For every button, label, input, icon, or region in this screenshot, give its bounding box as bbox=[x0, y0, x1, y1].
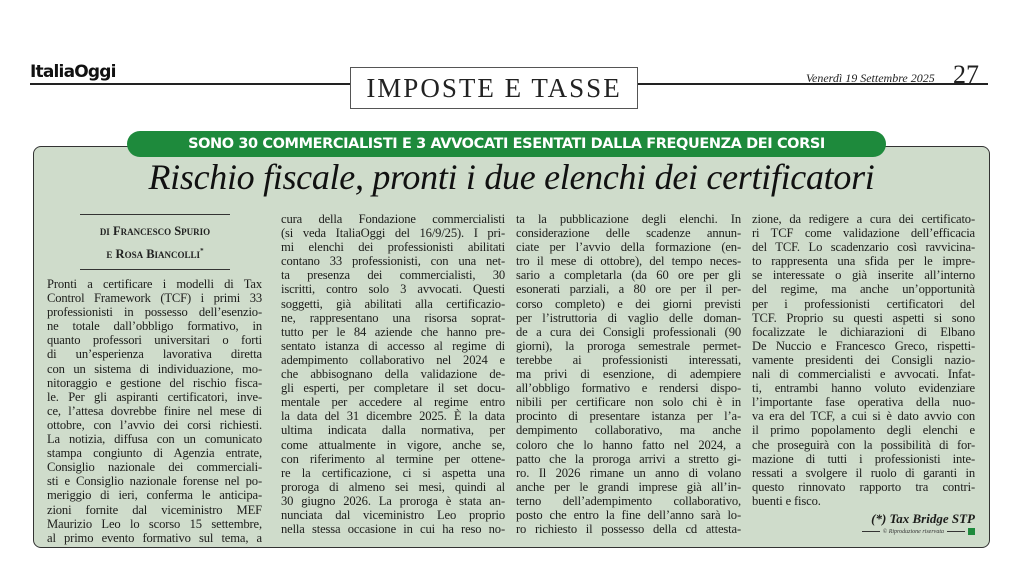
text-line: Consiglio nazionale dei commerciali- bbox=[47, 460, 262, 475]
text-line: mi elenchi dei professionisti abilitati bbox=[281, 240, 505, 255]
author-affiliation-note: (*) Tax Bridge STP bbox=[871, 511, 975, 526]
text-line: ce, l’attesa dovrebbe finire nel mese di bbox=[47, 403, 262, 418]
text-line: ro. Il 2026 rimane un anno di volano bbox=[516, 465, 741, 480]
text-line: zioni fornite dal viceministro MEF bbox=[47, 502, 262, 517]
end-square-icon bbox=[968, 528, 975, 535]
text-line: esonerati parziali, a 80 ore per il per- bbox=[516, 282, 741, 297]
text-line: la data del 31 dicembre 2025. È la data bbox=[281, 409, 505, 424]
text-line: adempimento collaborativo nel 2024 e bbox=[281, 352, 505, 367]
text-line: focalizzate le dichiarazioni di Elbano bbox=[752, 324, 975, 339]
page-number: 27 bbox=[953, 60, 979, 89]
text-line: mentale per accedere al regime entro bbox=[281, 395, 505, 410]
divider bbox=[862, 531, 880, 532]
text-line: to rappresenta una sfida per le impre- bbox=[752, 254, 975, 269]
text-line: all’obbligo formativo e rendersi dispo- bbox=[516, 381, 741, 396]
text-line: nunciata dal viceministro Leo proprio bbox=[281, 507, 505, 522]
text-line: sentato istanza di accesso al regime di bbox=[281, 338, 505, 353]
text-line: considerazione delle scadenze annun- bbox=[516, 226, 741, 241]
text-line: sti e Consiglio nazionale forense nel po- bbox=[47, 474, 262, 489]
text-line: soggetti, già abilitati alla certificazio- bbox=[281, 296, 505, 311]
text-line: re la certificazione, ci si aspetta una bbox=[281, 465, 505, 480]
text-line: con un sistema di individuazione, mo- bbox=[47, 361, 262, 376]
text-line: De Nuccio e Francesco Greco, rispetti- bbox=[752, 338, 975, 353]
text-line: coloro che lo hanno fatto nel 2024, a bbox=[516, 437, 741, 452]
issue-date: Venerdì 19 Settembre 2025 bbox=[806, 71, 935, 85]
text-line: cura della Fondazione commercialisti bbox=[281, 212, 505, 226]
text-line: tutto per le 84 aziende che hanno pre- bbox=[281, 324, 505, 339]
text-line: vamente presidenti dei Consigli nazio- bbox=[752, 352, 975, 367]
text-line: contano 33 professionisti, con una net- bbox=[281, 254, 505, 269]
text-line: corso completo) e dei giorni previsti bbox=[516, 296, 741, 311]
text-line: ti, entrambi hanno voluto evidenziare bbox=[752, 381, 975, 396]
text-line: terebbe ai professionisti interessati, bbox=[516, 352, 741, 367]
text-line: nitoraggio e gestione del rischio fisca- bbox=[47, 375, 262, 390]
text-line: ta la pubblicazione degli elenchi. In bbox=[516, 212, 741, 226]
masthead-logo: ItaliaOggi bbox=[30, 62, 116, 82]
text-line: zione, da redigere a cura dei certificato- bbox=[752, 212, 975, 226]
text-line: Control Framework (TCF) i primi 33 bbox=[47, 291, 262, 306]
text-line: quanto professori universitari o forti bbox=[47, 333, 262, 348]
text-line: posto che entro la fine dell’anno sarà lo- bbox=[516, 507, 741, 522]
text-line: le. Per gli aspiranti certificatori, inve- bbox=[47, 389, 262, 404]
text-line: gli esperti, per completare il set docu- bbox=[281, 381, 505, 396]
text-line: buenti e fisco. bbox=[752, 493, 821, 508]
text-line: del regime, ma anche un’opportunità bbox=[752, 282, 975, 297]
text-line: procinto di presentare istanza per l’a- bbox=[516, 409, 741, 424]
text-line: ri TCF come validazione dell’efficacia bbox=[752, 226, 975, 241]
byline-author-2: e Rosa Biancolli* bbox=[106, 247, 204, 262]
text-line: mazione di tutti i professionisti inte- bbox=[752, 451, 975, 466]
text-line: ro richiesto il possesso della cd attesta- bbox=[516, 522, 741, 537]
text-line: ultima indicata dalla normativa, per bbox=[281, 423, 505, 438]
text-line: ma privi di esenzione, di adempiere bbox=[516, 367, 741, 382]
article-column-3 bbox=[516, 212, 741, 536]
text-line: del TCF. Lo scadenzario così ravvicina- bbox=[752, 240, 975, 255]
text-line: giorni), la proroga semestrale permet- bbox=[516, 338, 741, 353]
article-column-4 bbox=[752, 212, 975, 508]
byline-author-1: di Francesco Spurio bbox=[99, 224, 211, 238]
text-line: di un’esperienza lavorativa diretta bbox=[47, 347, 262, 362]
copyright-notice: © Riproduzione riservata bbox=[862, 528, 975, 535]
text-line: terno dell’adempimento collaborativo, bbox=[516, 493, 741, 508]
text-line: ottobre, con l’avvio dei corsi richiesti. bbox=[47, 417, 262, 432]
text-line: al primo evento formativo sul tema, a bbox=[47, 530, 262, 545]
text-line: stampa congiunto di Agenzia entrate, bbox=[47, 446, 262, 461]
text-line: ne totale dall’obbligo formativo, in bbox=[47, 319, 262, 334]
text-line: tro il mese di ottobre), del tempo neces- bbox=[516, 254, 741, 269]
text-line: ta presenza dei commercialisti, 30 bbox=[281, 268, 505, 283]
text-line: (si veda ItaliaOggi del 16/9/25). I pri- bbox=[281, 226, 505, 241]
text-line: ciate per l’avvio della formazione (en- bbox=[516, 240, 741, 255]
text-line: iscritti, contro solo 3 avvocati. Questi bbox=[281, 282, 505, 297]
text-line: Pronti a certificare i modelli di Tax bbox=[47, 277, 262, 291]
text-line: La notizia, diffusa con un comunicato bbox=[47, 432, 262, 447]
text-line: per i professionisti certificatori del bbox=[752, 296, 975, 311]
byline bbox=[80, 214, 230, 270]
text-line: dempimento collaborativo, ma anche bbox=[516, 423, 741, 438]
article-kicker: SONO 30 COMMERCIALISTI E 3 AVVOCATI ESENTATI DALLA FREQUENZA DEI CORSI bbox=[127, 131, 886, 157]
text-line: anche per le grandi imprese già all’in- bbox=[516, 479, 741, 494]
article-title: Rischio fiscale, pronti i due elenchi dei certificatori bbox=[148, 157, 875, 197]
text-line: che abbisognano della validazione de- bbox=[281, 367, 505, 382]
text-line: l’importante fase operativa della nuo- bbox=[752, 395, 975, 410]
text-line: nali di commercialisti e avvocati. Infat- bbox=[752, 367, 975, 382]
text-line: va era del TCF, a cui si è dato avvio con bbox=[752, 409, 975, 424]
text-line: nella stessa occasione in cui ha reso no- bbox=[281, 522, 505, 537]
text-line: meriggio di ieri, conferma le anticipa- bbox=[47, 488, 262, 503]
section-title: IMPOSTE E TASSE bbox=[350, 67, 638, 109]
text-line: ne, rappresentano una risorsa soprat- bbox=[281, 310, 505, 325]
text-line: il primo popolamento degli elenchi e bbox=[752, 423, 975, 438]
text-line: de a cura dei Consigli professionali (90 bbox=[516, 324, 741, 339]
text-line: se interessate o già inserite all’interno bbox=[752, 268, 975, 283]
text-line: come attualmente in vigore, anche se, bbox=[281, 437, 505, 452]
text-line: ressati a svolgere il ruolo di garanti in bbox=[752, 465, 975, 480]
article-column-2 bbox=[281, 212, 505, 536]
text-line: Maurizio Leo lo scorso 15 settembre, bbox=[47, 516, 262, 531]
text-line: proroga di almeno sei mesi, quindi al bbox=[281, 479, 505, 494]
text-line: sario a completarla (da 60 ore per gli bbox=[516, 268, 741, 283]
text-line: patto che la proroga arrivi a stretto gi- bbox=[516, 451, 741, 466]
article-column-1 bbox=[47, 277, 262, 545]
text-line: che proseguirà con la possibilità di for- bbox=[752, 437, 975, 452]
text-line: nibili per certificare non solo chi è in bbox=[516, 395, 741, 410]
text-line: TCF. Proprio su questi aspetti si sono bbox=[752, 310, 975, 325]
text-line: con riferimento al termine per ottene- bbox=[281, 451, 505, 466]
text-line: per l’istruttoria di vaglio delle doman- bbox=[516, 310, 741, 325]
text-line: questo rinnovato rapporto tra contri- bbox=[752, 479, 975, 494]
text-line: professionisti in possesso dell’esenzio- bbox=[47, 305, 262, 320]
text-line: 30 giugno 2026. La proroga è stata an- bbox=[281, 493, 505, 508]
divider bbox=[947, 531, 965, 532]
